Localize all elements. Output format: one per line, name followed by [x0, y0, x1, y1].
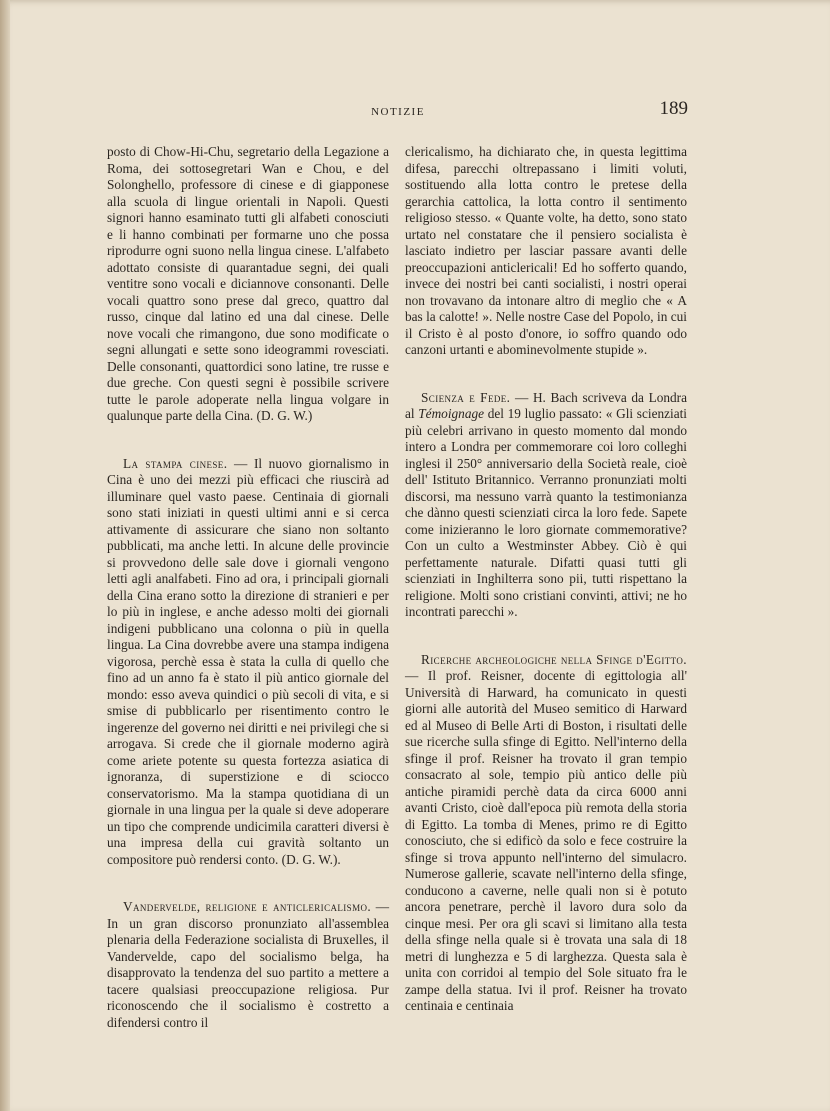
paragraph-text: clericalismo, ha dichiarato che, in questa legittima difesa, parecchi oltrepassano i limiti voluti, sostituendo alla lotta contro le pretese della gerarchia cattolica, la lotta contro il sentimento religioso stesso. « Quante volte, ha detto, sono stato urtato nel constatare che il pensiero socialista è lasciato indietro per lasciar passare avanti delle preoccupazioni anticlericali! Ed ho sofferto quando, invece dei nostri bei canti socialisti, i nostri operai non trovavano da intonare altro di meglio che « A bas la calotte! ». Nelle nostre Case del Popolo, in cui il Cristo è al posto d'onore, io soffro quando odo canzoni urtanti e abominevolmente stupide ».: [405, 144, 687, 357]
paragraph-chinese-alphabet: [107, 144, 389, 425]
journal-title: Témoignage: [418, 406, 485, 421]
paragraph-text: — Il nuovo giornalismo in Cina è uno dei mezzi più efficaci che riuscirà ad illuminare quel vasto paese. Centinaia di giornali sono stati iniziati in questi ultimi anni e si cerca attivamente di assicurare che siano non soltanto pubblicati, ma anche letti. In alcune delle provincie si provvedono delle sale dove i giornali vengono letti agli analfabeti. Fino ad ora, i principali giornali della Cina erano sotto la direzione di stranieri e per lo più in inglese, e anche adesso molti dei giornali indigeni pubblicano una colonna o più in quella lingua. La Cina dovrebbe avere una stampa indigena vigorosa, perchè essa è stata la culla di quello che fino ad un anno fa è stato il più antico giornale del mondo: esso aveva quindici o più secoli di vita, e si smise di pubblicarlo per risentimento contro le ingerenze del governo nei diritti e nei privilegi che si arrogava. Si crede che il giornale moderno agirà come ariete potente su questa fortezza asiatica di ignoranza, di superstizione e di sciocco conservatorismo. Ma la stampa quotidiana di un giornale in una lingua per la quale si deve adoperare un tipo che comprende undicimila caratteri diversi è una impresa della cui gravità soltanto un compositore può rendersi conto. (D. G. W.).: [107, 455, 390, 867]
left-column: [107, 144, 389, 1044]
paragraph-text: — Il prof. Reisner, docente di egittologia all' Università di Harward, ha comunicato in questi giorni alle autorità del Museo semitico di Harward ed al Museo di Belle Arti di Boston, i risultati delle sue ricerche sulla sfinge di Egitto. Nell'interno della sfinge il prof. Reisner ha trovato il gran tempio consacrato al sole, tempio più antico delle più antiche piramidi perchè data da circa 6000 anni avanti Cristo, cioè dall'epoca più remota della storia di Egitto. La tomba di Menes, primo re di Egitto conosciuto, che si edificò da solo e fece costruire la sfinge si trova appunto nell'interno del simulacro. Numerose gallerie, scavate nell'interno della sfinge, conducono a caverne, nelle quali non si è potuto ancora penetrare, perchè il lavoro dura solo da cinque mesi. Per ora gli scavi si limitano alla testa della sfinge nella quale si è trovata una sala di 18 metri di lunghezza e 5 di larghezza. Questa sala è unita con corridoi al tempio del Sole situato fra le zampe della statua. Ivi il prof. Reisner ha trovato centinaia e centinaia: [405, 668, 687, 1013]
page-number: 189: [659, 98, 688, 119]
paragraph-sphinx: [405, 652, 687, 1015]
paragraph-text: — H. Bach scriveva da Londra al: [405, 389, 687, 421]
section-heading: Ricerche archeologiche nella Sfinge d'Egitto.: [421, 651, 687, 667]
paragraph-chinese-press: [107, 456, 389, 869]
paragraph-text: posto di Chow-Hi-Chu, segretario della Legazione a Roma, dei sottosegretari Wan e Chou, e del Solonghello, professore di cinese e di giapponese alla scuola di lingue orientali in Napoli. Questi signori hanno esaminato tutti gli alfabeti conosciuti e li hanno combinati per formarne uno che possa riprodurre ogni suono nella lingua cinese. L'alfabeto adottato consiste di quarantadue segni, dei quali ventitre sono vocali e diciannove consonanti. Delle vocali quattro sono prese dal greco, quattro dal russo, cinque dal latino ed una dal cinese. Delle nove vocali che rimangono, due sono modificate o segni allungati e sette sono ideogrammi rovesciati. Delle consonanti, quattordici sono latine, tre russe e due greche. Con questi segni è possibile scrivere tutte le parole adoperate nella lingua volgare in qualunque parte della Cina. (D. G. W.): [107, 144, 389, 423]
paragraph-science-faith: [405, 390, 687, 621]
running-head: NOTIZIE: [371, 106, 425, 118]
right-column: [405, 144, 687, 1028]
section-heading: Scienza e Fede.: [421, 389, 511, 405]
paragraph-vandervelde-cont: [405, 144, 687, 359]
section-heading: La stampa cinese.: [123, 455, 228, 471]
section-heading: Vandervelde, religione e anticlericalismo.: [123, 899, 372, 914]
page-header: [108, 98, 688, 128]
paragraph-vandervelde: [107, 899, 389, 1031]
page-edge: [0, 0, 10, 1111]
paragraph-text: — In un gran discorso pronunziato all'assemblea plenaria della Federazione socialista di Bruxelles, il Vandervelde, capo del socialismo belga, ha disapprovato la tendenza del suo partito a mettere a tacere qualsiasi preoccupazione religiosa. Pur riconoscendo che il socialismo è costretto a difendersi contro il: [107, 899, 390, 1030]
paragraph-text: del 19 luglio passato: « Gli scienziati più celebri arrivano in questo momento dal mondo intero a Londra per commemorare coi loro colleghi inglesi il 250° anniversario della Società reale, cioè dell' Istituto Britannico. Verranno pronunziati molti discorsi, ma nessuno varrà quanto la testimonianza che dànno questi scienziati circa la loro fede. Sapete come inizieranno le loro giornate commemorative? Con un culto a Westminster Abbey. Ciò è qui perfettamente naturale. Difatti quasi tutti gli scienziati in Inghilterra sono pii, tutti rispettano la religione. Molti sono cristiani convinti, attivi; ne ho incontrati parecchi ».: [405, 406, 688, 619]
